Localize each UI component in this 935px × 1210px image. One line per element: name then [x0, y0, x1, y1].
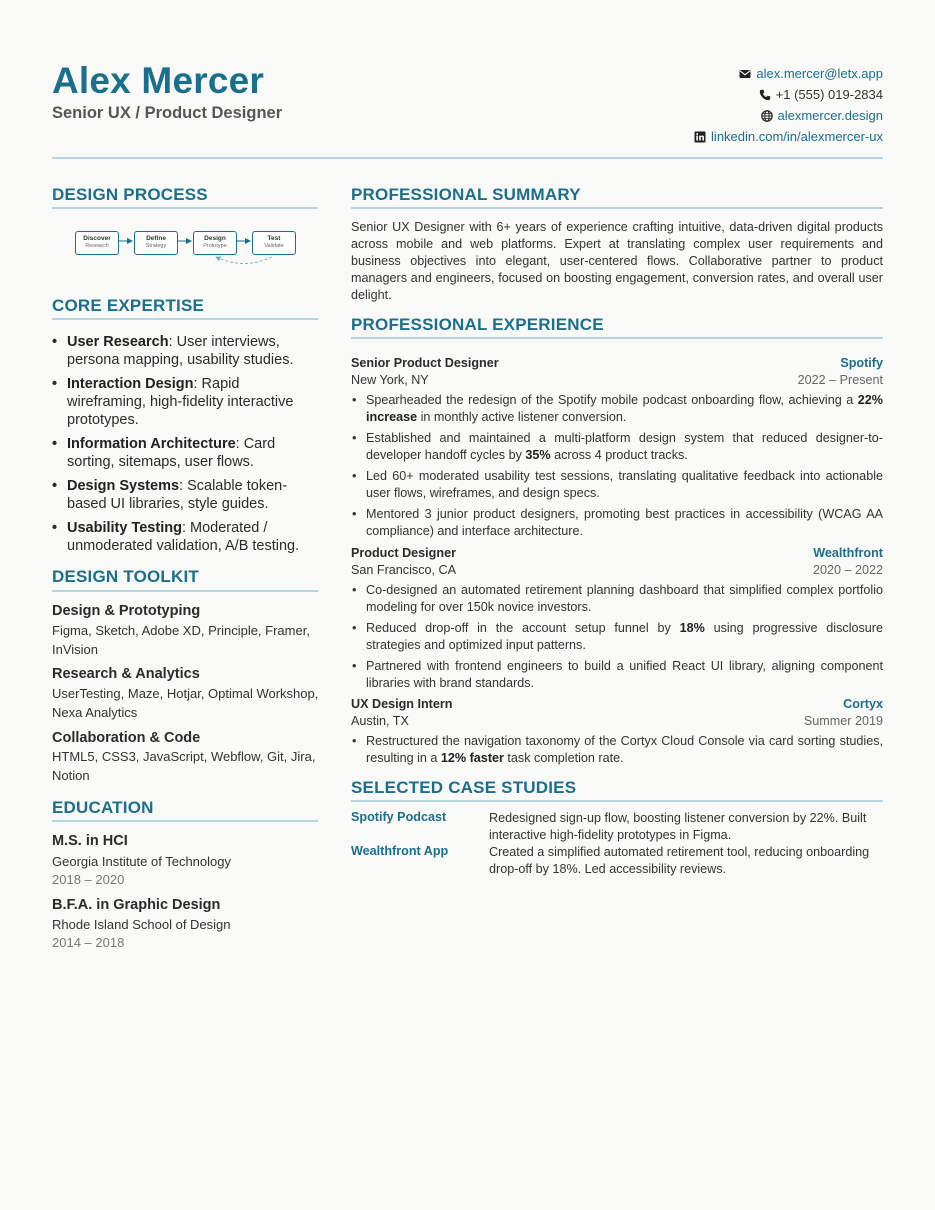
- section-divider: [52, 318, 318, 320]
- list-item: • Established and maintained a multi-platform design system that reduced designer-to-developer handoff cycles by 35% across 4 product tracks.: [351, 430, 883, 464]
- education-dates: 2014 – 2018: [52, 935, 125, 950]
- section-divider: [351, 800, 883, 802]
- toolkit-text: UserTesting, Maze, Hotjar, Optimal Workshop, Nexa Analytics: [52, 686, 319, 720]
- section-divider: [351, 207, 883, 209]
- section-summary: PROFESSIONAL SUMMARY: [351, 185, 581, 204]
- list-item: • Usability Testing: Moderated / unmoderated validation, A/B testing.: [52, 519, 322, 555]
- process-step-design: Design Prototype: [193, 231, 237, 255]
- job-location: Austin, TX: [351, 714, 409, 728]
- section-design-process: DESIGN PROCESS: [52, 185, 208, 204]
- contact-phone: [694, 84, 883, 105]
- job-dates: 2020 – 2022: [812, 563, 883, 577]
- list-item: • Design Systems: Scalable token-based UI libraries, style guides.: [52, 477, 322, 513]
- case-study-desc: Created a simplified automated retirement tool, reducing onboarding drop-off by 18%. Led accessibility reviews.: [489, 845, 870, 876]
- section-divider: [52, 207, 318, 209]
- school-name: Rhode Island School of Design: [52, 917, 231, 932]
- job-location: San Francisco, CA: [351, 563, 456, 577]
- design-process-diagram: [74, 228, 298, 270]
- contact-block: [694, 63, 883, 147]
- list-item: • Mentored 3 junior product designers, promoting best practices in accessibility (WCAG AA compliance) and interface architecture.: [351, 506, 883, 540]
- job-company: Spotify: [840, 356, 883, 370]
- list-item: • Partnered with frontend engineers to build a unified React UI library, aligning component libraries with brand standards.: [351, 658, 883, 692]
- section-divider: [351, 337, 883, 339]
- school-name: Georgia Institute of Technology: [52, 854, 231, 869]
- contact-website[interactable]: [694, 105, 883, 126]
- case-study-name: Spotify Podcast: [351, 810, 447, 824]
- toolkit-heading: Collaboration & Code: [52, 730, 201, 746]
- email-link[interactable]: alex.mercer@letx.app: [756, 66, 883, 81]
- job-company: Wealthfront: [813, 546, 883, 560]
- process-step-define: Define Strategy: [134, 231, 178, 255]
- job-dates: Summer 2019: [803, 714, 883, 728]
- job-company: Cortyx: [843, 697, 883, 711]
- candidate-name: Alex Mercer: [52, 60, 264, 101]
- expertise-list: [52, 333, 322, 561]
- linkedin-link[interactable]: linkedin.com/in/alexmercer-ux: [711, 129, 883, 144]
- process-step-test: Test Validate: [252, 231, 296, 255]
- case-study-desc: Redesigned sign-up flow, boosting listener conversion by 22%. Built interactive high-fidelity prototypes in Figma.: [489, 811, 867, 842]
- job-location: New York, NY: [351, 373, 429, 387]
- phone-icon: [759, 89, 771, 101]
- summary-text: Senior UX Designer with 6+ years of experience crafting intuitive, data-driven digital products across mobile and web platforms. Expert at translating complex user requirements and business objectives into elegant, user-centered flows. Collaborative partner to product managers and engineers, focused on boosting engagement, conversion rates, and overall user delight.: [351, 220, 883, 302]
- list-item: • Interaction Design: Rapid wireframing, high-fidelity interactive prototypes.: [52, 375, 322, 429]
- section-education: EDUCATION: [52, 798, 154, 817]
- list-item: • User Research: User interviews, persona mapping, usability studies.: [52, 333, 322, 369]
- job-dates: 2022 – Present: [797, 373, 883, 387]
- degree-title: B.F.A. in Graphic Design: [52, 897, 221, 913]
- toolkit-text: HTML5, CSS3, JavaScript, Webflow, Git, Jira, Notion: [52, 749, 316, 783]
- toolkit-heading: Research & Analytics: [52, 666, 200, 682]
- section-divider: [52, 820, 318, 822]
- job-bullets: [351, 392, 883, 544]
- linkedin-icon: [694, 131, 706, 143]
- contact-linkedin[interactable]: [694, 126, 883, 147]
- list-item: • Led 60+ moderated usability test sessions, translating qualitative feedback into actionable user flows, wireframes, and design specs.: [351, 468, 883, 502]
- job-title: Senior Product Designer: [351, 356, 499, 370]
- list-item: • Restructured the navigation taxonomy of the Cortyx Cloud Console via card sorting studies, resulting in a 12% faster task completion rate.: [351, 733, 883, 767]
- job-title: Product Designer: [351, 546, 456, 560]
- process-step-discover: Discover Research: [75, 231, 119, 255]
- job-title: UX Design Intern: [351, 697, 453, 711]
- phone-number: +1 (555) 019-2834: [775, 87, 883, 102]
- header-divider: [52, 157, 883, 159]
- job-bullets: [351, 582, 883, 696]
- envelope-icon: [739, 68, 751, 80]
- list-item: • Co-designed an automated retirement planning dashboard that simplified complex portfolio modeling for over 150k novice investors.: [351, 582, 883, 616]
- list-item: • Spearheaded the redesign of the Spotify mobile podcast onboarding flow, achieving a 22% increase in monthly active listener conversion.: [351, 392, 883, 426]
- list-item: • Reduced drop-off in the account setup funnel by 18% using progressive disclosure strategies and optimized input patterns.: [351, 620, 883, 654]
- section-experience: PROFESSIONAL EXPERIENCE: [351, 315, 604, 334]
- education-dates: 2018 – 2020: [52, 872, 125, 887]
- globe-icon: [761, 110, 773, 122]
- section-case-studies: SELECTED CASE STUDIES: [351, 778, 577, 797]
- candidate-role: Senior UX / Product Designer: [52, 104, 283, 122]
- toolkit-heading: Design & Prototyping: [52, 603, 201, 619]
- list-item: • Information Architecture: Card sorting, sitemaps, user flows.: [52, 435, 322, 471]
- degree-title: M.S. in HCI: [52, 833, 128, 849]
- website-link[interactable]: alexmercer.design: [777, 108, 883, 123]
- toolkit-text: Figma, Sketch, Adobe XD, Principle, Framer, InVision: [52, 623, 310, 657]
- contact-email[interactable]: [694, 63, 883, 84]
- section-divider: [52, 590, 318, 592]
- section-core-expertise: CORE EXPERTISE: [52, 296, 205, 315]
- job-bullets: [351, 733, 883, 771]
- section-design-toolkit: DESIGN TOOLKIT: [52, 567, 199, 586]
- case-study-name: Wealthfront App: [351, 844, 449, 858]
